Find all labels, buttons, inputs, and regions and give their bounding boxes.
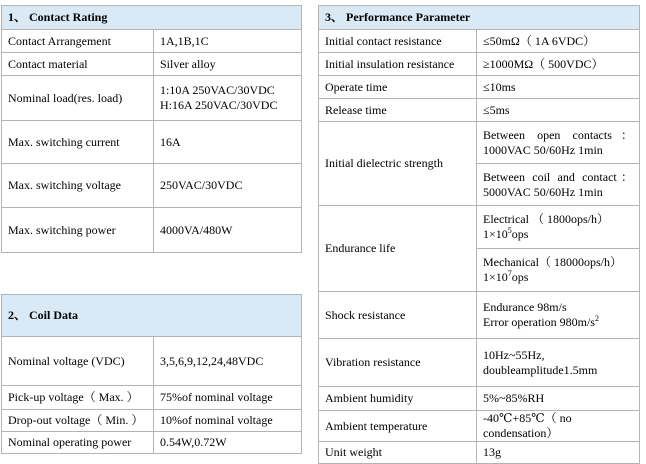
- dielectric-coil-value: 5000VAC 50/60Hz 1min: [483, 184, 603, 199]
- row-value: ≤5ms: [477, 99, 640, 122]
- row-label: Vibration resistance: [319, 339, 477, 387]
- vibration-range: 10Hz~55Hz,: [483, 347, 545, 362]
- row-label: Max. switching power: [2, 208, 154, 253]
- row-label: Nominal load(res. load): [2, 76, 154, 121]
- row-label: Unit weight: [319, 442, 477, 464]
- row-value: 3,5,6,9,12,24,48VDC: [154, 337, 302, 386]
- row-label: Initial insulation resistance: [319, 53, 477, 76]
- row-label: Initial contact resistance: [319, 30, 477, 53]
- row-value: [477, 206, 640, 249]
- row-label: Initial dielectric strength: [319, 122, 477, 206]
- row-value: [477, 122, 640, 164]
- row-label: Max. switching current: [2, 121, 154, 164]
- row-label: Endurance life: [319, 206, 477, 292]
- contact-rating-title: 1、 Contact Rating: [2, 6, 302, 30]
- endurance-mechanical-value: $1\times 10^7ops$: [483, 269, 529, 284]
- row-value: [477, 339, 640, 387]
- contact-rating-table: [1, 5, 302, 253]
- row-label: Nominal voltage (VDC): [2, 337, 154, 386]
- row-label: Operate time: [319, 76, 477, 99]
- row-label: Release time: [319, 99, 477, 122]
- endurance-mechanical: Mechanical（ 18000ops/h）: [483, 255, 622, 269]
- row-value: 1A,1B,1C: [154, 30, 302, 53]
- row-value: [154, 76, 302, 121]
- row-value: 13g: [477, 442, 640, 464]
- row-label: Shock resistance: [319, 292, 477, 339]
- dielectric-coil-contact: Between coil and contact：: [483, 169, 634, 184]
- vibration-amplitude: doubleamplitude1.5mm: [483, 362, 598, 377]
- row-value: 10%of nominal voltage: [154, 410, 302, 432]
- nominal-load-1: 1:10A 250VAC/30VDC: [160, 83, 275, 97]
- row-value: [477, 249, 640, 292]
- shock-error: Error operation $980m/s^2$: [483, 314, 599, 329]
- row-label: Nominal operating power: [2, 432, 154, 454]
- row-value: ≥1000MΩ（ 500VDC）: [477, 53, 640, 76]
- row-label: Contact material: [2, 53, 154, 76]
- row-value: 0.54W,0.72W: [154, 432, 302, 454]
- performance-title: 3、 Performance Parameter: [319, 6, 640, 30]
- row-value: 75%of nominal voltage: [154, 386, 302, 410]
- row-value: ≤50mΩ（ 1A 6VDC）: [477, 30, 640, 53]
- row-label: Pick-up voltage（ Max. ）: [2, 386, 154, 410]
- nominal-load-h: H:16A 250VAC/30VDC: [160, 98, 278, 112]
- row-label: Ambient temperature: [319, 411, 477, 442]
- coil-data-title: 2、 Coil Data: [2, 295, 302, 337]
- endurance-electrical-value: $1\times 10^5ops$: [483, 226, 529, 241]
- row-value: [477, 164, 640, 206]
- row-value: 250VAC/30VDC: [154, 164, 302, 208]
- coil-data-table: [1, 294, 302, 454]
- row-label: Contact Arrangement: [2, 30, 154, 53]
- shock-endurance: Endurance 98m/s: [483, 300, 567, 314]
- dielectric-open-contacts: Between open contacts：: [483, 127, 634, 142]
- row-label: Ambient humidity: [319, 387, 477, 411]
- row-value: ≤10ms: [477, 76, 640, 99]
- row-value: -40℃+85℃（ no condensation）: [477, 411, 640, 442]
- row-value: Silver alloy: [154, 53, 302, 76]
- row-value: 5%~85%RH: [477, 387, 640, 411]
- performance-table: [318, 5, 640, 464]
- row-label: Max. switching voltage: [2, 164, 154, 208]
- row-value: [477, 292, 640, 339]
- dielectric-open-value: 1000VAC 50/60Hz 1min: [483, 142, 603, 157]
- row-label: Drop-out voltage（ Min. ）: [2, 410, 154, 432]
- endurance-electrical: Electrical （ 1800ops/h）: [483, 212, 609, 226]
- row-value: 16A: [154, 121, 302, 164]
- row-value: 4000VA/480W: [154, 208, 302, 253]
